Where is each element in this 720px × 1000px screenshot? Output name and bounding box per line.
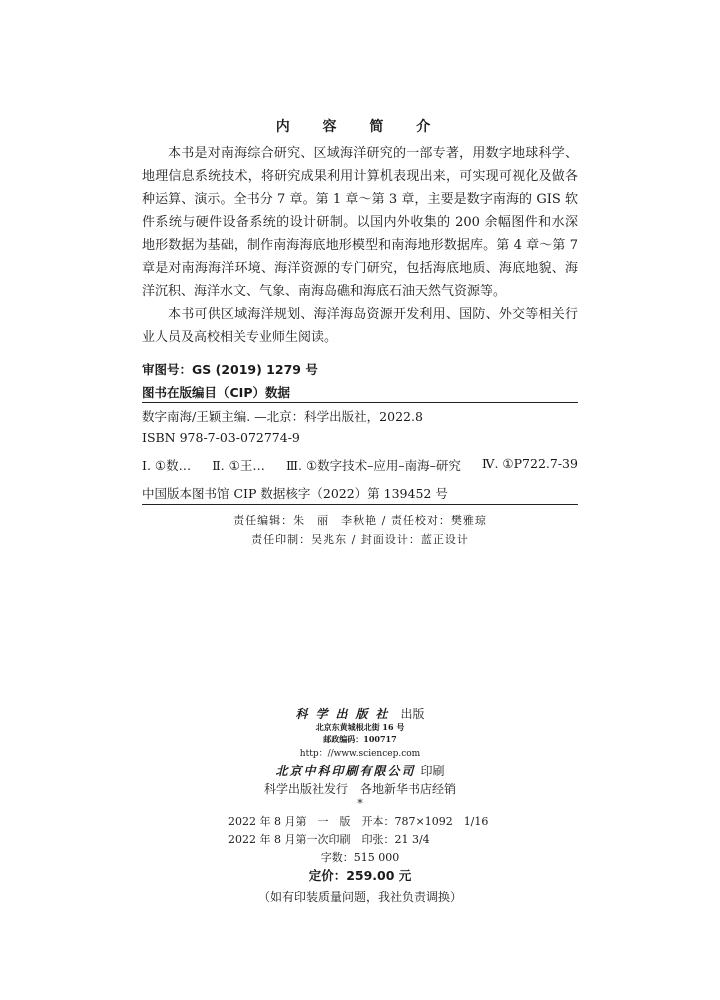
price: 定价：259.00 元: [308, 868, 412, 883]
page-title: 内 容 简 介: [275, 119, 445, 135]
word-count: 字数：515 000: [320, 851, 400, 864]
star-separator: *: [357, 797, 363, 810]
postcode: 邮政编码：100717: [323, 734, 397, 744]
quality-notice: （如有印装质量问题，我社负责调换）: [257, 890, 462, 904]
isbn: ISBN 978-7-03-072774-9: [142, 430, 300, 445]
printer-suffix: 印刷: [420, 764, 445, 778]
summary-text: [142, 142, 578, 349]
publisher-line: [0, 703, 720, 722]
publisher-suffix: 出版: [400, 707, 425, 721]
class-item: Ⅲ. ①数字技术–应用–南海–研究: [285, 458, 461, 473]
publisher-url: http：//www.sciencep.com: [299, 749, 421, 759]
class-item: Ⅰ. ①数…: [142, 458, 192, 473]
map-approval-number: 审图号：GS (2019) 1279 号: [142, 362, 318, 377]
printer-line: [0, 760, 720, 779]
distribution: 科学出版社发行 各地新华书店经销: [263, 782, 456, 796]
divider: [142, 402, 578, 403]
divider: [142, 504, 578, 505]
class-item: Ⅳ. ①P722.7-39: [482, 456, 578, 471]
cip-number: 中国版本图书馆 CIP 数据核字（2022）第 139452 号: [142, 486, 448, 501]
staff-line-1: 责任编辑：朱 丽 李秋艳 / 责任校对：樊雅琼: [233, 514, 487, 527]
publisher-address: 北京东黄城根北街 16 号: [315, 722, 405, 732]
class-item: Ⅱ. ①王…: [212, 458, 265, 473]
cip-heading: 图书在版编目（CIP）数据: [142, 385, 290, 400]
classification-line: [142, 456, 578, 474]
staff-line-2: 责任印制：吴兆东 / 封面设计：蓝正设计: [251, 533, 469, 546]
bibliographic-line: 数字南海/王颖主编. —北京：科学出版社，2022.8: [142, 409, 423, 424]
printer-logo: 北京中科印刷有限公司: [275, 764, 416, 778]
publisher-logo: 科学出版社: [295, 707, 396, 721]
edition-line: 2022 年 8 月第 一 版 开本：787×1092 1/16: [228, 815, 489, 828]
summary-paragraph-1: 本书是对南海综合研究、区域海洋研究的一部专著，用数字地球科学、地理信息系统技术，将研究成果利用计算机表现出来，可实现可视化及做各种运算、演示。全书分 7 章。第 1 章～第 3 章，主要是数字南海的 GIS 软件系统与硬件设备系统的设计研制。以国内外收集的 200 余幅图件和水深地形数据为基础，制作南海海底地形模型和南海地形数据库。第 4 章～第 7 章是对南海海洋环境、海洋资源的专门研究，包括海底地质、海底地貌、海洋沉积、海洋水文、气象、南海岛礁和海底石油天然气资源等。: [142, 146, 578, 299]
printing-line: 2022 年 8 月第一次印刷 印张：21 3/4: [228, 833, 430, 846]
summary-paragraph-2: 本书可供区域海洋规划、海洋海岛资源开发利用、国防、外交等相关行业人员及高校相关专业师生阅读。: [142, 307, 578, 345]
